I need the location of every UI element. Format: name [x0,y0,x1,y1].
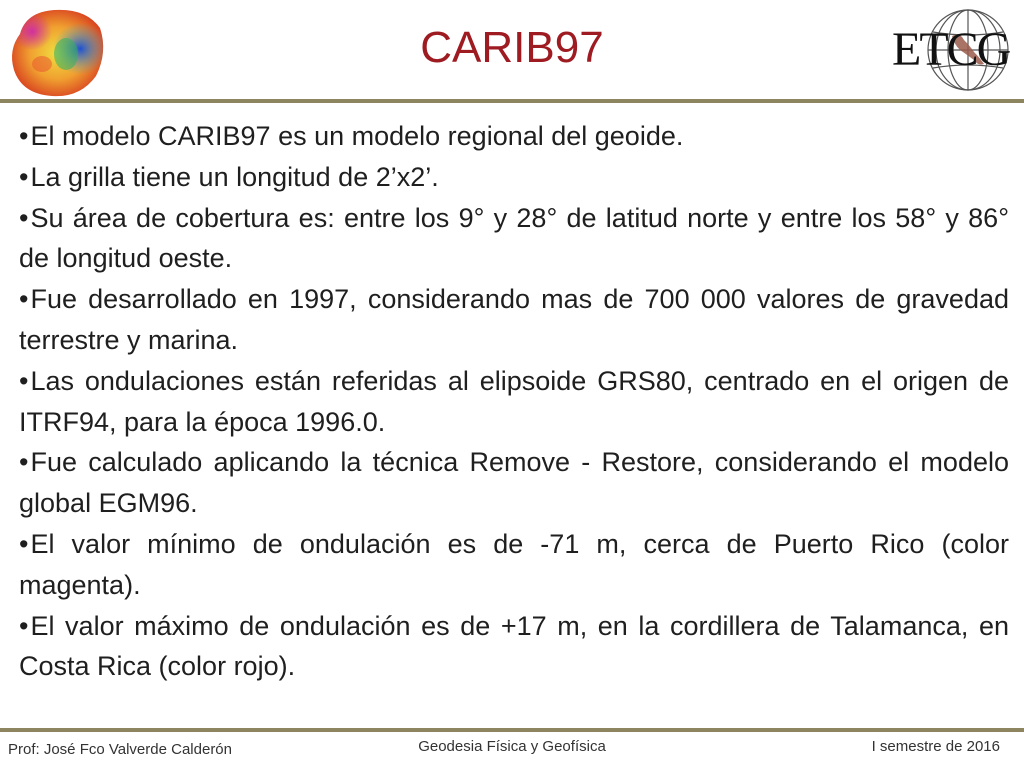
bullet-item [19,442,1009,524]
footer-author: Prof: José Fco Valverde Calderón [8,741,232,758]
bullet-item [19,279,1009,361]
bullet-text: El valor máximo de ondulación es de +17 m, en la cordillera de Talamanca, en Costa Rica (color rojo). [19,610,1009,682]
bullet-text: El modelo CARIB97 es un modelo regional del geoide. [30,121,684,151]
bullet-text: Fue calculado aplicando la técnica Remove - Restore, considerando el modelo global EGM96. [19,447,1009,519]
slide-title: CARIB97 [420,23,604,72]
bullet-symbol: • [19,161,29,192]
bullet-symbol: • [19,284,29,315]
bullet-item [19,198,1009,280]
bullet-symbol: • [19,447,29,478]
bullet-symbol: • [19,202,29,233]
bullet-text: Su área de cobertura es: entre los 9° y 28° de latitud norte y entre los 58° y 86° de longitud oeste. [19,202,1009,274]
bullet-text: La grilla tiene un longitud de 2’x2’. [30,161,439,192]
bullet-list [19,116,1009,687]
header-divider [0,99,1024,103]
bullet-symbol: • [19,121,29,151]
bullet-item [19,606,1009,688]
footer-semester: I semestre de 2016 [871,738,1000,755]
etcg-logo [888,6,1022,94]
bullet-symbol: • [19,528,29,559]
bullet-symbol: • [19,365,29,396]
bullet-item [19,524,1009,606]
footer-course: Geodesia Física y Geofísica [418,738,606,755]
bullet-text: El valor mínimo de ondulación es de -71 m, cerca de Puerto Rico (color magenta). [19,528,1009,600]
bullet-symbol: • [19,610,29,641]
bullet-text: Las ondulaciones están referidas al elipsoide GRS80, centrado en el origen de ITRF94, para la época 1996.0. [19,365,1009,437]
bullet-text: Fue desarrollado en 1997, considerando mas de 700 000 valores de gravedad terrestre y marina. [19,284,1009,355]
etcg-logo-text: ETCG [892,23,1010,76]
bullet-item [19,116,1009,157]
footer-divider [0,728,1024,732]
bullet-item [19,157,1009,198]
bullet-item [19,361,1009,443]
